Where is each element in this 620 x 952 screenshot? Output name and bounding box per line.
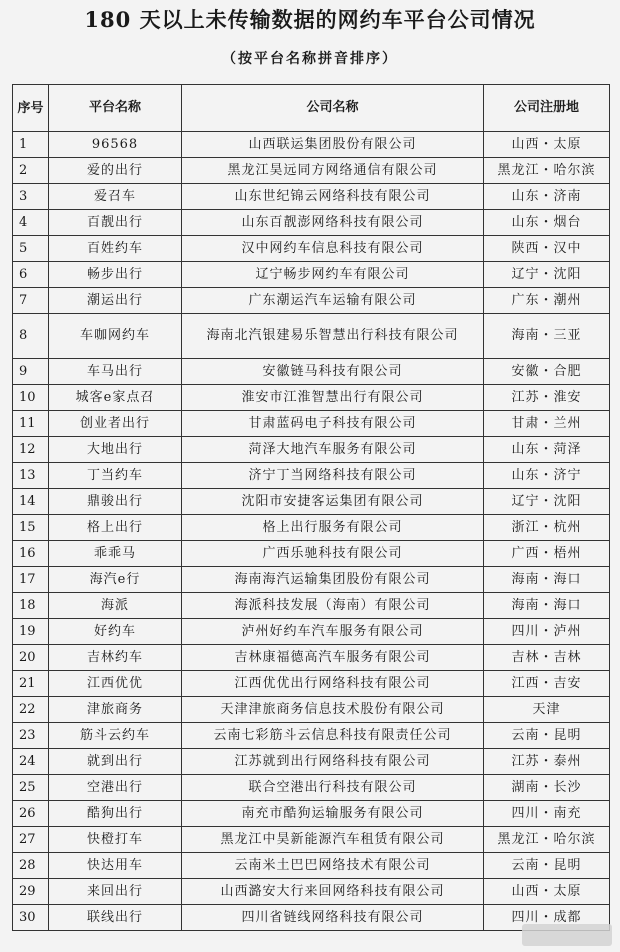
row-registration-place: 云南・昆明: [484, 723, 610, 749]
table-row: [13, 210, 610, 236]
row-platform-name: 爱的出行: [49, 158, 182, 184]
row-platform-name: 车咖网约车: [49, 314, 182, 359]
row-company-name: 汉中网约车信息科技有限公司: [182, 236, 484, 262]
row-index: 7: [13, 288, 49, 314]
table-header-row: [13, 85, 610, 132]
row-index: 29: [13, 879, 49, 905]
platform-table: [12, 84, 610, 931]
row-index: 21: [13, 671, 49, 697]
row-platform-name: 城客e家点召: [49, 385, 182, 411]
table-row: [13, 288, 610, 314]
table-row: [13, 749, 610, 775]
table-row: [13, 411, 610, 437]
table-row: [13, 905, 610, 931]
row-platform-name: 爱召车: [49, 184, 182, 210]
row-company-name: 云南米土巴巴网络技术有限公司: [182, 853, 484, 879]
page-title: 180 天以上未传输数据的网约车平台公司情况: [84, 7, 536, 32]
row-index: 23: [13, 723, 49, 749]
header-registration-place: 公司注册地: [484, 85, 610, 132]
row-registration-place: 辽宁・沈阳: [484, 489, 610, 515]
row-index: 3: [13, 184, 49, 210]
row-index: 19: [13, 619, 49, 645]
row-platform-name: 空港出行: [49, 775, 182, 801]
row-registration-place: 辽宁・沈阳: [484, 262, 610, 288]
table-row: [13, 236, 610, 262]
table-row: [13, 775, 610, 801]
row-registration-place: 广东・潮州: [484, 288, 610, 314]
table-row: [13, 515, 610, 541]
table-row: [13, 853, 610, 879]
table-row: [13, 567, 610, 593]
table-row: [13, 359, 610, 385]
row-platform-name: 筋斗云约车: [49, 723, 182, 749]
row-index: 6: [13, 262, 49, 288]
row-company-name: 天津津旅商务信息技术股份有限公司: [182, 697, 484, 723]
table-row: [13, 541, 610, 567]
row-company-name: 格上出行服务有限公司: [182, 515, 484, 541]
table-row: [13, 184, 610, 210]
row-company-name: 山东百靓澎网络科技有限公司: [182, 210, 484, 236]
row-registration-place: 江西・吉安: [484, 671, 610, 697]
row-company-name: 联合空港出行科技有限公司: [182, 775, 484, 801]
row-index: 27: [13, 827, 49, 853]
row-company-name: 广东潮运汽车运输有限公司: [182, 288, 484, 314]
row-company-name: 黑龙江中昊新能源汽车租赁有限公司: [182, 827, 484, 853]
row-index: 18: [13, 593, 49, 619]
row-index: 9: [13, 359, 49, 385]
row-platform-name: 大地出行: [49, 437, 182, 463]
row-index: 1: [13, 132, 49, 158]
row-registration-place: 山西・太原: [484, 879, 610, 905]
row-platform-name: 创业者出行: [49, 411, 182, 437]
row-index: 24: [13, 749, 49, 775]
row-index: 10: [13, 385, 49, 411]
row-platform-name: 联线出行: [49, 905, 182, 931]
row-company-name: 山西潞安大行来回网络科技有限公司: [182, 879, 484, 905]
table-row: [13, 463, 610, 489]
row-company-name: 黑龙江昊远同方网络通信有限公司: [182, 158, 484, 184]
row-company-name: 海南北汽银建易乐智慧出行科技有限公司: [182, 314, 484, 359]
row-registration-place: 江苏・淮安: [484, 385, 610, 411]
row-company-name: 广西乐驰科技有限公司: [182, 541, 484, 567]
row-platform-name: 乖乖马: [49, 541, 182, 567]
row-registration-place: 四川・成都: [484, 905, 610, 931]
row-index: 5: [13, 236, 49, 262]
row-registration-place: 江苏・泰州: [484, 749, 610, 775]
page-subtitle: （按平台名称拼音排序）: [222, 51, 398, 67]
row-company-name: 吉林康福德高汽车服务有限公司: [182, 645, 484, 671]
row-company-name: 淮安市江淮智慧出行有限公司: [182, 385, 484, 411]
row-company-name: 山西联运集团股份有限公司: [182, 132, 484, 158]
row-platform-name: 百姓约车: [49, 236, 182, 262]
row-company-name: 云南七彩筋斗云信息科技有限责任公司: [182, 723, 484, 749]
row-platform-name: 潮运出行: [49, 288, 182, 314]
row-company-name: 四川省链线网络科技有限公司: [182, 905, 484, 931]
row-platform-name: 酷狗出行: [49, 801, 182, 827]
table-row: [13, 619, 610, 645]
table-row: [13, 385, 610, 411]
row-index: 2: [13, 158, 49, 184]
row-company-name: 南充市酷狗运输服务有限公司: [182, 801, 484, 827]
row-registration-place: 陕西・汉中: [484, 236, 610, 262]
row-company-name: 山东世纪锦云网络科技有限公司: [182, 184, 484, 210]
row-index: 28: [13, 853, 49, 879]
header-platform-name: 平台名称: [49, 85, 182, 132]
table-row: [13, 671, 610, 697]
row-index: 15: [13, 515, 49, 541]
row-company-name: 江西优优出行网络科技有限公司: [182, 671, 484, 697]
row-registration-place: 山东・烟台: [484, 210, 610, 236]
row-index: 13: [13, 463, 49, 489]
row-index: 25: [13, 775, 49, 801]
row-company-name: 安徽链马科技有限公司: [182, 359, 484, 385]
row-index: 16: [13, 541, 49, 567]
table-row: [13, 437, 610, 463]
row-company-name: 江苏就到出行网络科技有限公司: [182, 749, 484, 775]
row-registration-place: 海南・三亚: [484, 314, 610, 359]
row-registration-place: 海南・海口: [484, 593, 610, 619]
row-index: 30: [13, 905, 49, 931]
row-index: 11: [13, 411, 49, 437]
row-registration-place: 山东・济宁: [484, 463, 610, 489]
row-registration-place: 甘肃・兰州: [484, 411, 610, 437]
table-row: [13, 645, 610, 671]
table-row: [13, 697, 610, 723]
row-index: 14: [13, 489, 49, 515]
row-index: 8: [13, 314, 49, 359]
row-index: 12: [13, 437, 49, 463]
row-index: 26: [13, 801, 49, 827]
table-row: [13, 489, 610, 515]
row-index: 20: [13, 645, 49, 671]
row-platform-name: 江西优优: [49, 671, 182, 697]
row-platform-name: 百靓出行: [49, 210, 182, 236]
row-company-name: 海派科技发展（海南）有限公司: [182, 593, 484, 619]
row-platform-name: 来回出行: [49, 879, 182, 905]
watermark: [522, 924, 612, 946]
row-platform-name: 吉林约车: [49, 645, 182, 671]
header-index: 序号: [13, 85, 49, 132]
header-company-name: 公司名称: [182, 85, 484, 132]
row-index: 4: [13, 210, 49, 236]
row-platform-name: 车马出行: [49, 359, 182, 385]
row-index: 17: [13, 567, 49, 593]
row-platform-name: 就到出行: [49, 749, 182, 775]
row-company-name: 济宁丁当网络科技有限公司: [182, 463, 484, 489]
row-platform-name: 快达用车: [49, 853, 182, 879]
row-company-name: 海南海汽运输集团股份有限公司: [182, 567, 484, 593]
row-registration-place: 安徽・合肥: [484, 359, 610, 385]
table-row: [13, 879, 610, 905]
table-row: [13, 314, 610, 359]
row-platform-name: 海汽e行: [49, 567, 182, 593]
row-platform-name: 津旅商务: [49, 697, 182, 723]
row-platform-name: 畅步出行: [49, 262, 182, 288]
row-platform-name: 鼎骏出行: [49, 489, 182, 515]
row-company-name: 辽宁畅步网约车有限公司: [182, 262, 484, 288]
row-company-name: 泸州好约车汽车服务有限公司: [182, 619, 484, 645]
row-registration-place: 海南・海口: [484, 567, 610, 593]
row-platform-name: 好约车: [49, 619, 182, 645]
row-platform-name: 格上出行: [49, 515, 182, 541]
table-row: [13, 827, 610, 853]
table-row: [13, 132, 610, 158]
row-registration-place: 黑龙江・哈尔滨: [484, 827, 610, 853]
row-company-name: 沈阳市安捷客运集团有限公司: [182, 489, 484, 515]
row-platform-name: 丁当约车: [49, 463, 182, 489]
row-registration-place: 广西・梧州: [484, 541, 610, 567]
row-registration-place: 四川・泸州: [484, 619, 610, 645]
table-row: [13, 262, 610, 288]
row-registration-place: 湖南・长沙: [484, 775, 610, 801]
row-index: 22: [13, 697, 49, 723]
table-row: [13, 723, 610, 749]
table-row: [13, 801, 610, 827]
row-registration-place: 四川・南充: [484, 801, 610, 827]
row-platform-name: 海派: [49, 593, 182, 619]
row-platform-name: 96568: [49, 132, 182, 158]
table-row: [13, 593, 610, 619]
row-registration-place: 浙江・杭州: [484, 515, 610, 541]
row-registration-place: 黑龙江・哈尔滨: [484, 158, 610, 184]
row-registration-place: 山东・菏泽: [484, 437, 610, 463]
row-platform-name: 快橙打车: [49, 827, 182, 853]
row-registration-place: 山东・济南: [484, 184, 610, 210]
row-registration-place: 吉林・吉林: [484, 645, 610, 671]
row-company-name: 甘肃蓝码电子科技有限公司: [182, 411, 484, 437]
row-registration-place: 天津: [484, 697, 610, 723]
row-registration-place: 山西・太原: [484, 132, 610, 158]
row-registration-place: 云南・昆明: [484, 853, 610, 879]
row-company-name: 菏泽大地汽车服务有限公司: [182, 437, 484, 463]
table-row: [13, 158, 610, 184]
